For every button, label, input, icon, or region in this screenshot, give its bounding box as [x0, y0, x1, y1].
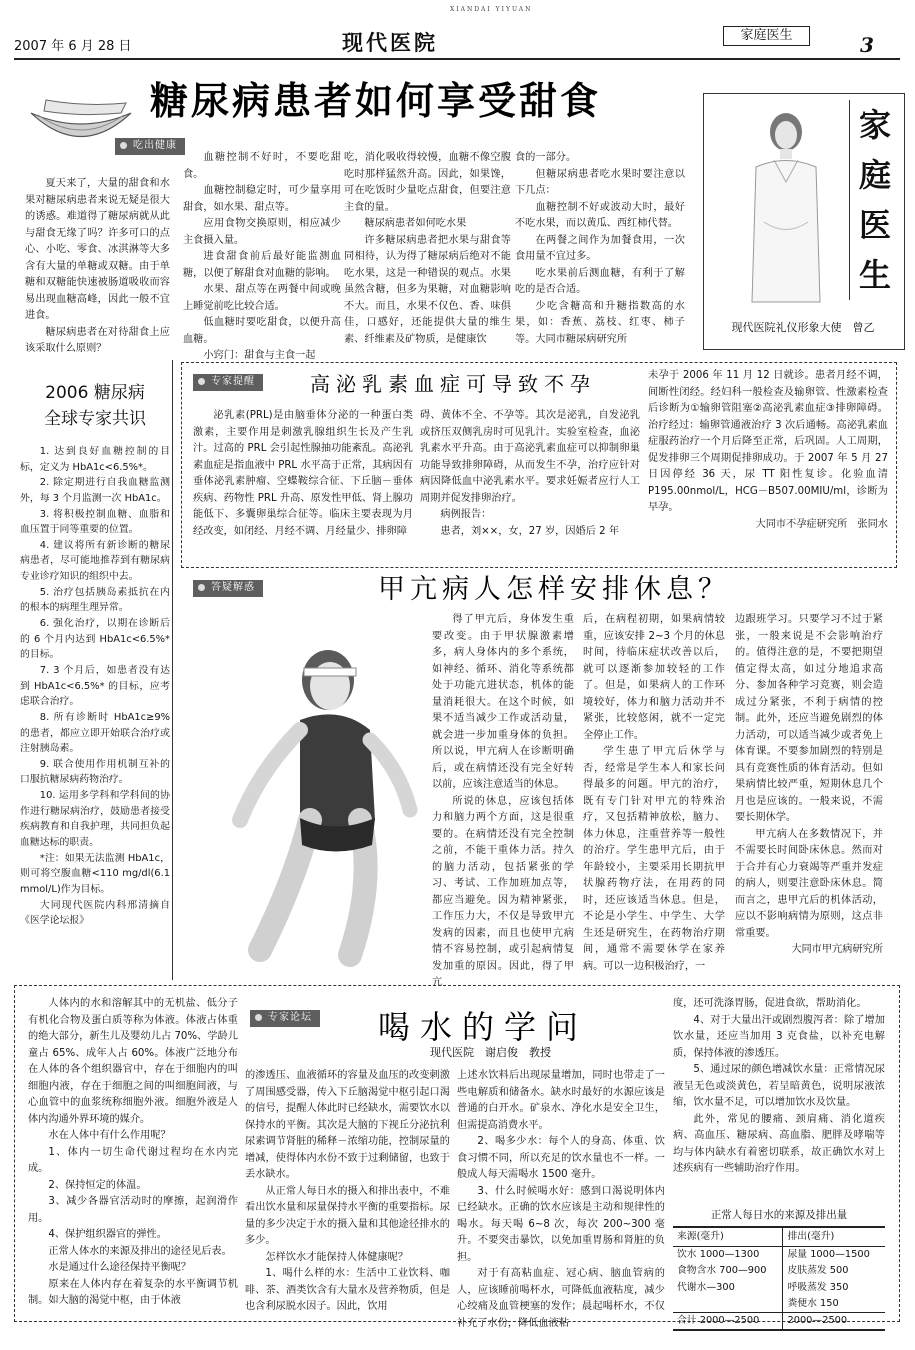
- list-item: *注：如果无法监测 HbA1c，则可将空腹血糖<110 mg/dl(6.1 mmol/L)作为目标。: [20, 852, 170, 895]
- paragraph: 1、喝什么样的水：生活中工业饮料、咖啡、茶、酒类饮含有大量水及营养物质，但是也含利尿脱水因子。因此，饮用: [245, 1268, 450, 1313]
- paragraph: 的渗透压、血液循环的容量及血压的改变刺激了周围感受器，传入下丘脑渴觉中枢引起口渴的信号，提醒人体此时已经缺水，需要饮水以保持水的平衡。其次是大脑的下视丘分泌抗利尿素调节肾脏的稀释－浓缩功能，控制尿量的增减，使得体内水份不致于过剩储留，也致于丢水缺水。: [245, 1070, 450, 1181]
- table-row: [673, 1280, 885, 1296]
- paragraph: 正常人体水的来源及排出的途径见后表。: [48, 1245, 232, 1257]
- paragraph: 血糖控制不好或波动大时，最好不吃水果，而以黄瓜、西红柿代替。: [515, 201, 685, 230]
- masthead-pinyin: XIANDAI YIYUAN: [450, 6, 533, 13]
- table-cell: 粪便水 150: [787, 1297, 839, 1309]
- table-cell: 饮水 1000—1300: [673, 1247, 783, 1264]
- paragraph: 后，在病程初期，如果病情较重，应该安排 2~3 个月的休息时间，待临床症状改善以后，就可以逐渐参加较轻的工作了。但是，如果病人的工作环境较好，体力和脑力活动并不紧张，比较悠闲，就不一定完全停止工作。: [583, 614, 725, 741]
- subheading: 水是通过什么途径保持平衡呢？: [48, 1262, 192, 1274]
- table-cell: 合计 2000—2500: [673, 1313, 783, 1331]
- water-table-caption: 正常人每日水的来源及排出量: [710, 1209, 848, 1221]
- article4-column-3: [457, 1068, 665, 1329]
- paragraph: 2、保持恒定的体温。: [48, 1179, 147, 1191]
- doctor-ad-box: [703, 93, 905, 350]
- article1-column-2: [183, 150, 341, 362]
- paragraph: 许多糖尿病患者把水果与甜食等同相待，认为得了糖尿病后绝对不能吃水果，这是一种错误的观点。水果虽然含糖，但多为果糖，对血糖影响不大。而且，水果不仅色、香、味俱佳，口感好，还能提供大量的维生素、纤维素及矿物质，是健康饮: [344, 234, 511, 345]
- paragraph: 未孕于 2006 年 11 月 12 日就诊。患者月经不调，间断性闭经。经妇科一般检查及输卵管、性激素检查后诊断为①输卵管阻塞②高泌乳素血症③排卵障碍。治疗经过：输卵管通液治疗 3 次后通畅。高泌乳素血症服药治疗一个月后降至正常，后巩固。人工周期，促发排卵三个周期促排卵成功。于 2007 年 5 月 27 日因停经 36 天，尿 TT 阳性复诊。化验血清 P195.00nmol/L，HCG－B507.00MIU/ml，诊断为早孕。: [648, 370, 888, 514]
- paragraph: 原来在人体内存在着复杂的水平衡调节机制。如大脑的渴觉中枢，由于体液: [28, 1278, 238, 1307]
- table-row: [673, 1247, 885, 1264]
- author-credit: 大同市不孕症研究所 张同水: [755, 518, 888, 530]
- table-total-row: [673, 1313, 885, 1331]
- sidebar-consensus-list: [20, 444, 170, 970]
- paragraph: 边跟班学习。只要学习不过于紧张，一般来说是不会影响治疗的。值得注意的是，不要把期望值定得太高，如过分地追求高分、参加各种学习竞赛，则会造成过分紧张，不利于病情的控制。此外，还应当避免剧烈的体力活动，可以适当减少或者免上体育课。不要参加剧烈的特别是具有竞赛性质的体育活动。但如果病情比较严重，短期休息几个月也是应该的。一般来说，不需要长期休学。: [735, 614, 883, 824]
- article-title-hyperthyroid-rest: 甲亢病人怎样安排休息？: [378, 574, 730, 605]
- paragraph: 3、减少各器官活动时的摩擦，起润滑作用。: [28, 1196, 238, 1224]
- sidebar-title: [20, 380, 170, 432]
- paragraph: 但糖尿病患者吃水果时要注意以下几点：: [515, 168, 685, 197]
- subheading: 怎样饮水才能保持人体健康呢？: [265, 1251, 409, 1263]
- table-header-cell: 排出(毫升): [787, 1231, 835, 1242]
- paragraph: 夏天来了，大量的甜食和水果对糖尿病患者来说无疑是很大的诱惑。难道得了糖尿病就从此与甜食无缘了吗？许多可口的点心、小吃、零食、冰淇淋等大多含有大量的单糖或双糖。由于单糖和双糖能快速被肠道吸收而容易出现血糖高峰，因此一般不宜进食。: [25, 178, 170, 322]
- paragraph: 小窍门：甜食与主食一起: [203, 350, 316, 362]
- ad-caption: 现代医院礼仪形象大使 曾乙: [731, 321, 875, 334]
- list-item: 2. 除定期进行自我血糖监测外，每 3 个月监测一次 HbA1c。: [20, 477, 170, 504]
- list-item: 大同现代医院内科邢清摘自《医学论坛报》: [20, 899, 170, 927]
- woman-exercising-photo: [200, 620, 430, 970]
- article2-column-2: [420, 408, 640, 558]
- paragraph: 进食甜食前后最好能监测血糖，以便了解甜食对血糖的影响。: [183, 251, 341, 279]
- subheading: 水在人体中有什么作用呢？: [48, 1130, 171, 1142]
- column-tag-qa: 答疑解惑: [193, 580, 263, 597]
- paragraph: 得了甲亢后，身体发生重要改变。由于甲状腺激素增多，病人身体内的多个系统，如神经、循环、消化等系统都处于功能亢进状态，机体的能量消耗很大。在这个时候，如果不适当减少工作或活动量，就会进一步加重身体的负担。所以说，甲亢病人在诊断明确后，或在病情还没有完全好转以前，应该注意适当的休息。: [432, 614, 574, 791]
- page-number: 3: [860, 33, 874, 57]
- water-balance-table: [673, 1226, 885, 1331]
- paragraph: 水果、甜点等在两餐中间或晚上睡觉前吃比较合适。: [183, 284, 341, 312]
- paragraph: 食的一部分。: [515, 152, 577, 163]
- list-item: 3. 将积极控制血糖、血脂和血压置于同等重要的位置。: [20, 508, 170, 536]
- list-item: 7. 3 个月后，如患者没有达到 HbA1c<6.5%* 的目标，应考虑联合治疗。: [20, 664, 170, 708]
- header-rule: [14, 58, 900, 60]
- paragraph: 5、通过尿的颜色增减饮水量：正常情况尿液呈无色或淡黄色，若呈暗黄色，说明尿液浓缩，饮水量不足，可以增加饮水及饮量。: [673, 1064, 885, 1109]
- article1-column-1: [25, 176, 170, 355]
- table-cell: 呼吸蒸发 350: [787, 1281, 849, 1293]
- section-label: 家庭医生: [723, 26, 810, 46]
- paragraph: 人体内的水和溶解其中的无机盐、低分子有机化合物及蛋白质等称为体液。体液占体重的绝大部分，新生儿及婴幼儿占 70%、学龄儿童占 65%、成年人占 60%。体液广泛地分布在人体的各个组织器官中，存在于细胞内的叫细胞内液，存在于细胞之间的叫细胞间液，与心血管中的血浆统称细胞外液。细胞外液是人体内沟通外界环境的媒介。: [28, 998, 238, 1125]
- paragraph: 在两餐之间作为加餐食用，一次食用量不宜过多。: [515, 234, 685, 263]
- article1-column-4: [515, 150, 685, 355]
- list-item: 10. 运用多学科和学科间的协作进行糖尿病治疗，鼓励患者接受疾病教育和自我护理，共同担负起血糖达标的职责。: [20, 790, 170, 849]
- article3-column-1: [432, 612, 574, 989]
- ad-title-char: 生: [858, 256, 891, 294]
- issue-date: 2007 年 6 月 28 日: [14, 39, 132, 54]
- article1-column-3: [344, 150, 511, 355]
- paragraph: 患者，刘××，女，27 岁，因婚后 2 年: [440, 525, 620, 537]
- paragraph: 血糖控制稳定时，可少量享用甜食，如水果、甜点等。: [183, 185, 341, 213]
- paragraph: 1、体内一切生命代谢过程均在水内完成。: [28, 1146, 238, 1175]
- table-cell: 食物含水 700—900: [673, 1263, 783, 1279]
- ad-title-char: 庭: [858, 156, 891, 194]
- doctor-portrait: [734, 102, 834, 312]
- column-tag-expert-forum: 专家论坛: [250, 1010, 320, 1027]
- paragraph: 甲亢病人在多数情况下，并不需要长时间卧床休息。然而对于合并有心力衰竭等严重并发症的病人，则要注意卧床休息。简而言之，患甲亢后的机体活动，应以不影响病情为原则，这点非常重要。: [735, 828, 883, 939]
- table-cell: 皮肤蒸发 500: [787, 1265, 849, 1277]
- paragraph: 3、什么时候喝水好：感到口渴说明体内已经缺水。正确的饮水应该是主动和规律性的喝水。每天喝 6~8 次，每次 200~300 毫升。不要突击暴饮，以免加重胃肠和肾脏的负担。: [457, 1185, 665, 1263]
- table-cell: 尿量 1000—1500: [787, 1249, 870, 1261]
- paragraph: 应用食物交换原则，相应减少主食摄入量。: [183, 218, 341, 246]
- paragraph: 4、对于大量出汗或剧烈腹泻者：除了增加饮水量，还应当加用 3 克食盐，以补充电解质，保持体液的渗透压。: [673, 1014, 885, 1059]
- subheading: 病例报告：: [440, 509, 492, 521]
- table-row: [673, 1296, 885, 1313]
- paragraph: 上述水饮料后出现尿量增加，同时也带走了一些电解质和储备水。缺水时最好的水源应该是普通的白开水。矿泉水、净化水是安全卫生，但需提高消费水平。: [457, 1070, 665, 1131]
- ad-title-char: 家: [858, 106, 891, 144]
- paragraph: 碍、黄体不全、不孕等。其次是泌乳，自发泌乳或挤压双侧乳房时可见乳汁。实验室检查，血泌乳素水平升高。由于高泌乳素血症可以抑制卵巢功能导致排卵障碍，从而发生不孕，治疗应针对病因降低血中泌乳素水平。要求妊娠者应行人工周期并促发排卵治疗。: [420, 410, 640, 504]
- column-tag-expert-reminder: 专家提醒: [193, 374, 263, 391]
- table-cell: 代谢水—300: [673, 1280, 783, 1296]
- sidebar-title-line: 2006 糖尿病: [45, 383, 145, 403]
- article-title-diabetes-sweets: 糖尿病患者如何享受甜食: [150, 79, 602, 123]
- table-header-cell: 来源(毫升): [673, 1227, 783, 1247]
- table-header-row: [673, 1227, 885, 1247]
- paragraph: 4、保护组织器官的弹性。: [48, 1229, 167, 1241]
- table-cell: [673, 1296, 783, 1313]
- article-title-prolactin: 高泌乳素血症可导致不孕: [310, 372, 596, 396]
- article3-column-2: [583, 612, 725, 972]
- paragraph: 对于有高粘血症、冠心病、脑血管病的人，应该睡前喝杯水，可降低血液粘度，减少心绞痛及血管梗塞的发作；晨起喝杯水，不仅补充了水份，降低血液粘: [457, 1268, 665, 1329]
- article4-byline: 现代医院 谢启俊 教授: [430, 1046, 551, 1059]
- paragraph: 少吃含糖高和升糖指数高的水果，如：香蕉、荔枝、红枣、柿子等。大同市糖尿病研究所: [515, 300, 685, 345]
- paragraph: 2、喝多少水：每个人的身高、体重、饮食习惯不同，所以充足的饮水量也不一样。一般成人每天需喝水 1500 毫升。: [457, 1136, 665, 1181]
- article2-column-1: [193, 408, 413, 558]
- newspaper-logo: 现代医院: [342, 30, 438, 55]
- table-row: [673, 1263, 885, 1279]
- article4-column-1: [28, 996, 238, 1316]
- paragraph: 此外，常见的腰痛、颈肩痛、消化道疾病、高血压、糖尿病、高血脂、肥胖及哮喘等均与体内缺水有着密切联系，故正确饮水对上述疾病有一些辅助治疗作用。: [673, 1113, 885, 1175]
- paragraph: 泌乳素(PRL)是由脑垂体分泌的一种蛋白类激素，主要作用是刺激乳腺组织生长及产生乳汁。过高的 PRL 会引起性腺抽功能紊乱。高泌乳素血症是指血液中 PRL 水平高于正常，其病因有垂体泌乳素肿瘤、空蝶鞍综合征、下丘脑－垂体疾病、药物性 PRL 升高、原发性甲低、肾上腺功能低下、多囊卵巢综合征等。临床主要表现为月经改变，如闭经、月经不调、月经量少、排卵障: [193, 410, 413, 537]
- list-item: 9. 联合使用作用机制互补的口服抗糖尿病药物治疗。: [20, 758, 170, 786]
- paragraph: 学生患了甲亢后休学与否，经常是学生本人和家长问得最多的问题。甲亢的治疗，既有专门针对甲亢的特殊治疗，又包括精神放松，脑力、体力休息，注重营养等一般性的治疗。学生患甲亢后，由于年龄较小，主要采用长期抗甲状腺药物疗法，在用药的同时，还应该适当休息。但是，不论是小学生、中学生、大学生还是研究生，在药物治疗期间，通常不需要休学在家养病。可以一边积极治疗，一: [583, 746, 725, 972]
- sidebar-divider: [172, 360, 173, 980]
- paragraph: 所说的休息，应该包括体力和脑力两个方面，这是很重要的。在病情还没有完全控制之前，不能干重体力活。持久的脑力活动，包括紧张的学习、考试、工作加班加点等，都应当避免。因为精神紧张，工作压力大，不仅是导致甲亢发病的因素，而且也使甲亢病情不容易控制，或引起病情复发加重的原因。因此，得了甲亢: [432, 795, 574, 989]
- sidebar-title-line: 全球专家共识: [44, 409, 146, 429]
- article4-column-4: [673, 996, 885, 1206]
- paragraph: 度，还可洗涤胃肠，促进食欲，帮助消化。: [673, 998, 867, 1009]
- article3-column-3: [735, 612, 883, 972]
- list-item: 5. 治疗包括胰岛素抵抗在内的根本的病理生理异常。: [20, 586, 170, 614]
- ad-vertical-title: [849, 100, 900, 300]
- list-item: 4. 建议将所有新诊断的糖尿病患者，尽可能地推荐到有糖尿病专业诊疗知识的组织中去。: [20, 539, 170, 583]
- paragraph: 糖尿病患者在对待甜食上应该采取什么原则？: [25, 326, 170, 355]
- list-item: 8. 所有诊断时 HbA1c≥9%的患者，都应立即开始联合治疗或注射胰岛素。: [20, 711, 170, 755]
- list-item: 1. 达到良好血糖控制的目标，定义为 HbA1c<6.5%*。: [20, 446, 170, 473]
- article-title-drinking-water: 喝水的学问: [378, 1008, 589, 1046]
- paragraph: 血糖控制不好时，不要吃甜食。: [183, 152, 341, 180]
- list-item: 6. 强化治疗，以期在诊断后的 6 个月内达到 HbA1c<6.5%* 的目标。: [20, 618, 170, 661]
- author-credit: 大同市甲亢病研究所: [791, 944, 883, 956]
- paragraph: 从正常人每日水的摄入和排出表中，不难看出饮水量和尿量保持水平衡的重要指标。尿量的多少决定于水的摄入量和其他途径排水的多少。: [245, 1185, 450, 1247]
- article4-column-2: [245, 1068, 450, 1316]
- subheading: 糖尿病患者如何吃水果: [364, 218, 467, 230]
- column-tag-eat-healthy: 吃出健康: [115, 138, 185, 155]
- paragraph: 吃水果前后测血糖，有利于了解吃的是否合适。: [515, 267, 685, 296]
- paragraph: 低血糖时要吃甜食，以便升高血糖。: [183, 317, 341, 345]
- table-cell: 2000—2500: [787, 1315, 848, 1327]
- ad-title-char: 医: [858, 206, 891, 244]
- article2-column-3: [648, 368, 888, 560]
- paragraph: 吃，消化吸收得较慢，血糖不像空腹吃时那样猛然升高。因此，如果馋，可在吃饭时少量吃点甜食，但要注意主食的量。: [344, 152, 511, 213]
